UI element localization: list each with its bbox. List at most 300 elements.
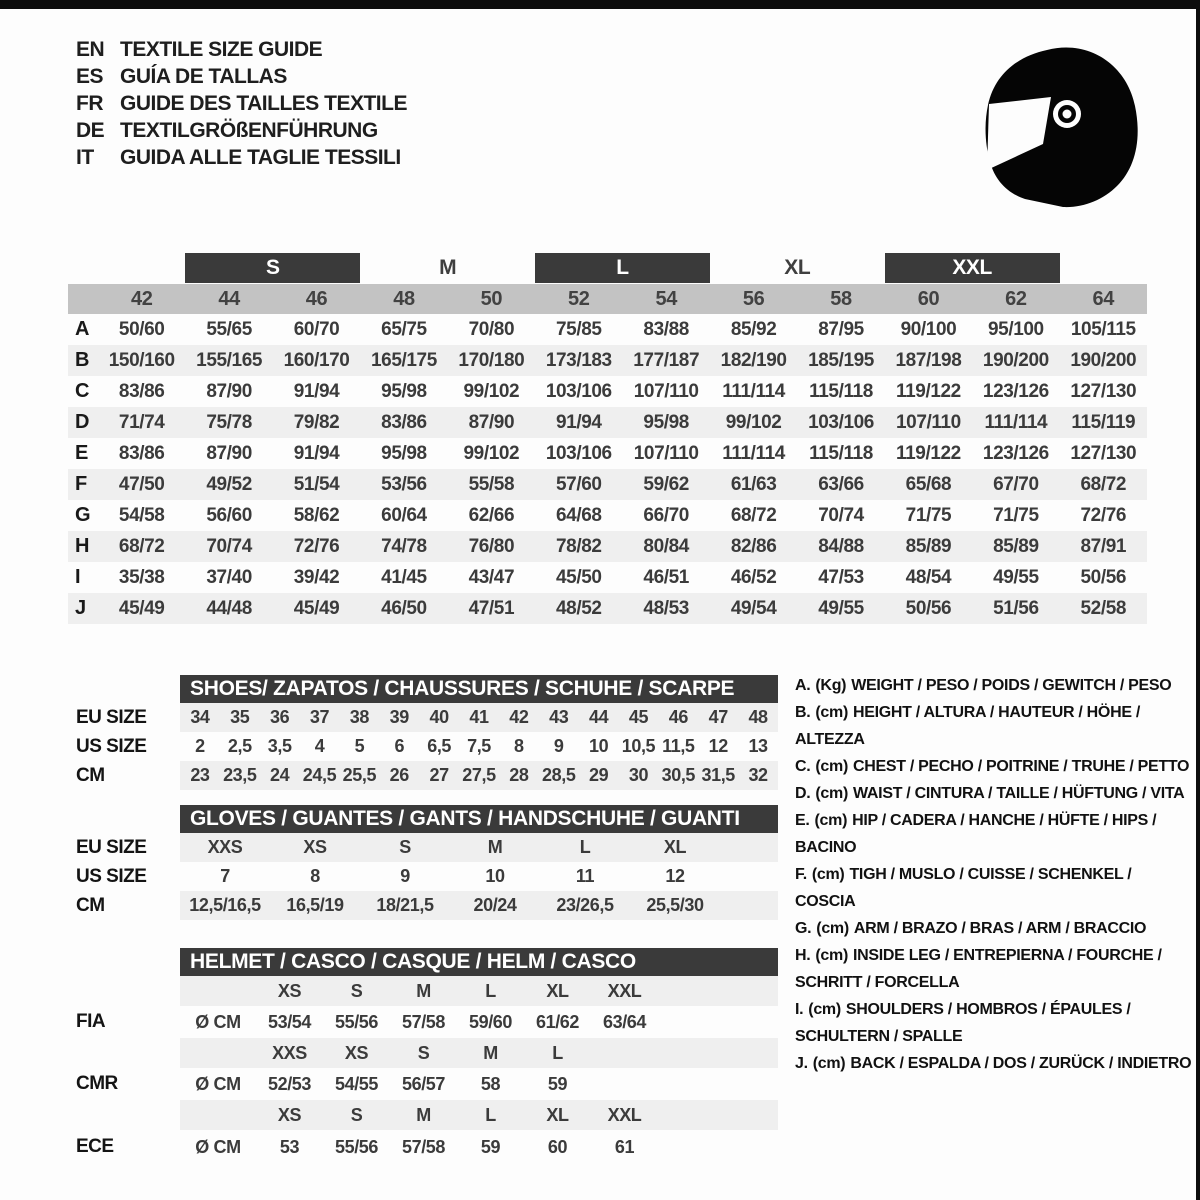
size-value: 12 [708, 736, 728, 756]
helmet-size-row [180, 976, 778, 1006]
size-value: 99/102 [463, 442, 520, 464]
size-value: 54/58 [118, 504, 165, 526]
size-value: 44 [588, 707, 609, 727]
size-value: 18/21,5 [376, 895, 434, 915]
size-value: 76/80 [468, 535, 515, 557]
size-value: 23/26,5 [556, 895, 614, 915]
measurement-row [68, 593, 1147, 624]
row-label: CM [76, 894, 105, 916]
size-value: 87/90 [206, 442, 252, 464]
size-value: 170/180 [458, 349, 525, 371]
legend-unit: (cm) [815, 704, 848, 721]
size-value: 37/40 [206, 566, 252, 588]
helmet-table-body [180, 948, 778, 1164]
gloves-row-labels [60, 805, 180, 920]
size-value: 55/58 [468, 473, 515, 495]
size-value: M [487, 837, 503, 857]
legend-unit: (cm) [811, 866, 845, 883]
helmet-size-row [180, 1038, 778, 1068]
size-value: 55/56 [334, 1136, 379, 1157]
size-number: 50 [480, 287, 503, 310]
size-label: L [485, 1104, 496, 1125]
size-value: 16,5/19 [286, 895, 344, 915]
row-letter: F [75, 473, 87, 495]
size-value: 45 [628, 707, 649, 727]
size-value: 87/91 [1080, 535, 1127, 557]
size-number: 60 [917, 287, 940, 310]
size-label: XS [277, 1104, 302, 1125]
standard-label: CMR [76, 1073, 118, 1094]
size-value: 48/54 [905, 566, 952, 588]
size-value: 50/56 [905, 597, 952, 619]
size-value: 72/76 [1080, 504, 1127, 526]
legend-text: ARM / BRAZO / BRAS / ARM / BRACCIO [853, 920, 1147, 937]
standard-label: FIA [76, 1011, 106, 1032]
legend-key: F. [795, 866, 807, 883]
legend-item [795, 996, 1193, 1050]
size-value: 82/86 [730, 535, 777, 557]
size-value: 103/106 [545, 442, 612, 464]
size-value: 52/53 [267, 1073, 312, 1094]
size-value: 70/80 [468, 318, 515, 340]
size-value: 28 [509, 765, 529, 785]
spacer [60, 1038, 180, 1068]
measurement-row [68, 345, 1147, 376]
size-label: XS [277, 980, 302, 1001]
size-value: 119/122 [896, 380, 961, 402]
language-title: TEXTILE SIZE GUIDE [120, 37, 323, 61]
measurement-row [68, 531, 1147, 562]
size-value: 99/102 [725, 411, 782, 433]
size-value: 6,5 [427, 736, 452, 756]
size-value: 35/38 [118, 566, 165, 588]
size-value: 37 [309, 707, 330, 727]
shoes-table-body [180, 675, 778, 790]
size-value: 103/106 [545, 380, 612, 402]
helmet-table-title: HELMET / CASCO / CASQUE / HELM / CASCO [180, 948, 778, 976]
size-value: 58/62 [293, 504, 340, 526]
size-value: 173/183 [545, 349, 612, 371]
size-value: 87/95 [818, 318, 864, 340]
size-label: XL [546, 980, 569, 1001]
legend-key: H. [795, 947, 811, 964]
legend-text: BACK / ESPALDA / DOS / ZURÜCK / INDIETRO [850, 1055, 1192, 1072]
size-group-l: L [535, 253, 710, 283]
size-value: 160/170 [283, 349, 350, 371]
size-value: 6 [394, 736, 405, 756]
size-group-s: S [185, 253, 360, 283]
size-value: 28,5 [542, 765, 576, 785]
size-value: 95/98 [381, 442, 427, 464]
helmet-value-row [180, 1006, 778, 1038]
size-value: 58 [480, 1073, 501, 1094]
size-value: 75/85 [556, 318, 602, 340]
size-value: 55/56 [334, 1011, 379, 1032]
size-value: 119/122 [896, 442, 961, 464]
standard-label: ECE [76, 1136, 114, 1157]
size-value: 85/92 [730, 318, 777, 340]
size-value: 127/130 [1070, 442, 1137, 464]
legend-key: A. [795, 677, 811, 694]
size-value: 44/48 [206, 597, 252, 619]
size-value: 24,5 [302, 765, 337, 785]
size-value: 9 [553, 736, 564, 756]
size-value: 38 [349, 707, 369, 727]
size-value: 177/187 [633, 349, 700, 371]
size-value: 39 [389, 707, 409, 727]
size-value: 83/86 [118, 442, 165, 464]
size-value: 13 [748, 736, 768, 756]
measurement-rows [68, 314, 1147, 624]
size-number-row [68, 284, 1147, 314]
size-value: 80/84 [643, 535, 689, 557]
size-row [180, 761, 778, 790]
size-value: 91/94 [556, 411, 602, 433]
size-row [180, 732, 778, 761]
legend-key: B. [795, 704, 811, 721]
size-value: 84/88 [818, 535, 864, 557]
size-value: 50/56 [1080, 566, 1127, 588]
size-value: 115/118 [809, 380, 873, 402]
size-value: 47 [708, 707, 728, 727]
size-value: 7,5 [467, 736, 491, 756]
size-value: 182/190 [720, 349, 787, 371]
size-value: 111/114 [722, 442, 785, 464]
size-value: 165/175 [371, 349, 437, 371]
size-value: 107/110 [633, 442, 699, 464]
size-label: M [416, 980, 431, 1001]
size-value: 60 [547, 1136, 568, 1157]
size-value: 48 [748, 707, 768, 727]
size-number: 46 [305, 287, 328, 310]
language-title-list [76, 36, 407, 171]
size-label: S [350, 1104, 363, 1125]
size-value: 107/110 [633, 380, 699, 402]
size-value: 35 [230, 707, 250, 727]
measurement-row [68, 314, 1147, 345]
size-value: 103/106 [808, 411, 874, 433]
size-value: XS [303, 837, 327, 857]
size-value: 30,5 [661, 765, 696, 785]
size-value: L [579, 837, 591, 857]
size-value: 20/24 [473, 895, 517, 915]
size-value: 39/42 [293, 566, 340, 588]
helmet-value-row [180, 1068, 778, 1100]
row-label: US SIZE [76, 865, 147, 887]
legend-text: TIGH / MUSLO / CUISSE / SCHENKEL / COSCIA [795, 866, 1132, 910]
size-value: 41/45 [381, 566, 427, 588]
legend-key: J. [795, 1055, 808, 1072]
shoes-row-labels [60, 675, 180, 790]
size-row [180, 862, 778, 891]
size-value: 150/160 [108, 349, 175, 371]
size-value: 45/50 [556, 566, 602, 588]
size-value: 10,5 [621, 736, 656, 756]
legend-unit: (cm) [808, 1001, 841, 1018]
size-label: XXS [272, 1042, 307, 1063]
size-value: 59 [480, 1136, 501, 1157]
size-number: 58 [830, 287, 852, 310]
size-value: 8 [514, 736, 524, 756]
size-group-m: M [439, 256, 457, 279]
shoes-table-title: SHOES/ ZAPATOS / CHAUSSURES / SCHUHE / SCARPE [180, 675, 778, 703]
language-row [76, 144, 407, 171]
legend-item [795, 753, 1193, 780]
measurement-row [68, 500, 1147, 531]
language-code: EN [76, 37, 105, 61]
size-value: 83/86 [381, 411, 427, 433]
size-value: 65/68 [905, 473, 952, 495]
size-value: 59/60 [468, 1011, 513, 1032]
size-value: 187/198 [895, 349, 962, 371]
size-value: 11,5 [662, 736, 695, 756]
row-letter: G [75, 504, 91, 526]
measurement-row [68, 376, 1147, 407]
size-row [180, 703, 778, 732]
gloves-size-table [60, 805, 778, 920]
size-value: 78/82 [556, 535, 602, 557]
language-code: DE [76, 118, 105, 142]
size-value: 55/65 [206, 318, 252, 340]
size-label: XS [344, 1042, 369, 1063]
size-value: 56/60 [206, 504, 252, 526]
legend-item [795, 672, 1193, 699]
legend-text: HEIGHT / ALTURA / HAUTEUR / HÖHE / ALTEZZA [795, 704, 1140, 748]
size-value: 66/70 [643, 504, 689, 526]
size-value: 47/53 [818, 566, 864, 588]
row-letter: H [75, 535, 90, 557]
size-label: M [416, 1104, 431, 1125]
size-value: 185/195 [808, 349, 874, 371]
size-value: 90/100 [900, 318, 957, 340]
row-label: US SIZE [76, 735, 147, 757]
gloves-table-body [180, 805, 778, 920]
size-value: 40 [429, 707, 449, 727]
size-label: XXL [607, 980, 642, 1001]
row-letter: E [75, 442, 88, 464]
size-value: 45/49 [118, 597, 165, 619]
language-title: TEXTILGRÖßENFÜHRUNG [120, 118, 378, 142]
size-value: 70/74 [818, 504, 864, 526]
legend-unit: (Kg) [815, 677, 847, 694]
size-value: 75/78 [206, 411, 252, 433]
size-value: 83/88 [643, 318, 689, 340]
size-value: 91/94 [293, 442, 340, 464]
size-value: 46/50 [381, 597, 427, 619]
size-group-xxl: XXL [885, 253, 1060, 283]
size-value: 43/47 [468, 566, 515, 588]
size-value: 155/165 [196, 349, 263, 371]
legend-item [795, 807, 1193, 861]
size-value: 57/60 [556, 473, 602, 495]
size-value: 68/72 [118, 535, 165, 557]
size-value: 30 [628, 765, 649, 785]
legend-unit: (cm) [815, 785, 848, 802]
legend-text: WEIGHT / PESO / POIDS / GEWITCH / PESO [851, 677, 1172, 694]
size-value: 48/53 [643, 597, 689, 619]
size-value: 54/55 [334, 1073, 379, 1094]
size-value: 57/58 [401, 1011, 446, 1032]
size-value: 63/64 [602, 1011, 647, 1032]
size-value: 60/70 [293, 318, 340, 340]
size-number: 44 [218, 287, 240, 310]
size-value: 91/94 [293, 380, 340, 402]
size-value: 8 [310, 866, 320, 886]
size-value: 68/72 [730, 504, 777, 526]
row-letter: A [75, 318, 90, 340]
size-value: 12 [665, 866, 685, 886]
helmet-icon [975, 42, 1143, 215]
measurement-row [68, 562, 1147, 593]
size-value: 4 [314, 736, 325, 756]
language-title: GUIDE DES TAILLES TEXTILE [120, 91, 407, 115]
size-value: 31,5 [701, 765, 735, 785]
row-letter: J [75, 597, 86, 619]
size-label: XXL [607, 1104, 642, 1125]
size-value: 63/66 [818, 473, 864, 495]
size-value: 87/90 [468, 411, 515, 433]
size-value: 47/50 [118, 473, 165, 495]
legend-item [795, 861, 1193, 915]
size-value: 42 [509, 707, 529, 727]
legend-text: INSIDE LEG / ENTREPIERNA / FOURCHE / SCHRITT / FORCELLA [795, 947, 1162, 991]
garment-size-table [68, 253, 1147, 624]
size-value: 23,5 [223, 765, 257, 785]
size-value: 41 [469, 707, 489, 727]
size-label: L [552, 1042, 563, 1063]
size-number: 42 [130, 287, 153, 310]
size-value: 49/55 [818, 597, 864, 619]
size-value: 95/100 [988, 318, 1044, 340]
row-label: CM [76, 764, 105, 786]
size-value: 10 [588, 736, 609, 756]
legend-text: HIP / CADERA / HANCHE / HÜFTE / HIPS / BACINO [795, 812, 1157, 856]
size-value: 2,5 [227, 736, 252, 756]
size-value: 49/52 [206, 473, 252, 495]
legend-unit: (cm) [816, 920, 849, 937]
size-value: 72/76 [293, 535, 340, 557]
legend-item [795, 942, 1193, 996]
size-value: 105/115 [1070, 318, 1136, 340]
size-value: 43 [549, 707, 569, 727]
legend-text: WAIST / CINTURA / TAILLE / HÜFTUNG / VITA [853, 785, 1185, 802]
legend-item [795, 915, 1193, 942]
size-value: 49/55 [993, 566, 1039, 588]
size-value: 95/98 [381, 380, 427, 402]
size-value: 79/82 [293, 411, 340, 433]
size-value: 71/75 [993, 504, 1039, 526]
size-value: 71/75 [905, 504, 952, 526]
size-label: L [485, 980, 496, 1001]
size-value: 190/200 [982, 349, 1049, 371]
size-value: 46 [668, 707, 688, 727]
size-row [180, 891, 778, 920]
size-value: 123/126 [982, 380, 1049, 402]
size-value: 68/72 [1080, 473, 1127, 495]
size-value: 74/78 [381, 535, 427, 557]
size-value: 53 [279, 1136, 300, 1157]
legend-key: D. [795, 785, 811, 802]
measurement-row [68, 438, 1147, 469]
size-value: 24 [270, 765, 290, 785]
size-value: 51/54 [293, 473, 340, 495]
size-value: 61/62 [535, 1011, 580, 1032]
gloves-table-title: GLOVES / GUANTES / GANTS / HANDSCHUHE / GUANTI [180, 805, 778, 833]
size-value: XXS [207, 837, 243, 857]
legend-item [795, 780, 1193, 807]
size-value: 53/54 [267, 1011, 312, 1032]
spacer [60, 948, 180, 976]
size-value: 36 [270, 707, 290, 727]
size-value: 111/114 [984, 411, 1048, 433]
size-value: S [399, 837, 411, 857]
language-code: FR [76, 91, 103, 115]
size-value: 10 [485, 866, 505, 886]
size-number: 64 [1092, 287, 1114, 310]
size-value: 71/74 [118, 411, 165, 433]
measurement-row [68, 407, 1147, 438]
size-value: 51/56 [993, 597, 1039, 619]
language-row [76, 90, 407, 117]
size-value: 61/63 [730, 473, 777, 495]
size-value: 85/89 [993, 535, 1039, 557]
spacer [60, 1100, 180, 1130]
language-row [76, 36, 407, 63]
size-value: 7 [220, 866, 230, 886]
legend-text: SHOULDERS / HOMBROS / ÉPAULES / SCHULTERN / SPALLE [795, 1001, 1131, 1045]
size-value: 65/75 [381, 318, 427, 340]
size-value: 46/52 [730, 566, 777, 588]
row-label: EU SIZE [76, 836, 147, 858]
size-value: 2 [195, 736, 205, 756]
size-label: XL [546, 1104, 569, 1125]
legend-item [795, 1050, 1193, 1077]
size-row [180, 833, 778, 862]
size-value: 59 [547, 1073, 568, 1094]
size-value: 3,5 [267, 736, 292, 756]
legend-key: E. [795, 812, 810, 829]
row-letter: D [75, 411, 90, 433]
size-label: S [350, 980, 363, 1001]
legend-unit: (cm) [815, 758, 848, 775]
size-value: 111/114 [722, 380, 785, 402]
size-number: 56 [742, 287, 765, 310]
size-value: 115/118 [809, 442, 873, 464]
size-value: 46/51 [643, 566, 689, 588]
size-value: 64/68 [556, 504, 602, 526]
spacer [60, 675, 180, 703]
size-value: 99/102 [463, 380, 520, 402]
size-value: 83/86 [118, 380, 165, 402]
size-value: 190/200 [1070, 349, 1137, 371]
language-title: GUIDA ALLE TAGLIE TESSILI [120, 145, 401, 169]
size-number: 54 [655, 287, 677, 310]
legend-key: C. [795, 758, 811, 775]
size-value: 56/57 [401, 1073, 446, 1094]
right-border [1196, 0, 1200, 1200]
size-value: 47/51 [468, 597, 515, 619]
language-code: IT [76, 145, 94, 169]
size-value: 26 [389, 765, 409, 785]
size-value: 70/74 [206, 535, 252, 557]
size-value: 62/66 [468, 504, 515, 526]
size-value: 27,5 [462, 765, 496, 785]
size-value: 34 [190, 707, 210, 727]
size-label: M [483, 1042, 498, 1063]
legend-unit: (cm) [814, 812, 848, 829]
size-value: 50/60 [118, 318, 165, 340]
helmet-value-row [180, 1130, 778, 1164]
